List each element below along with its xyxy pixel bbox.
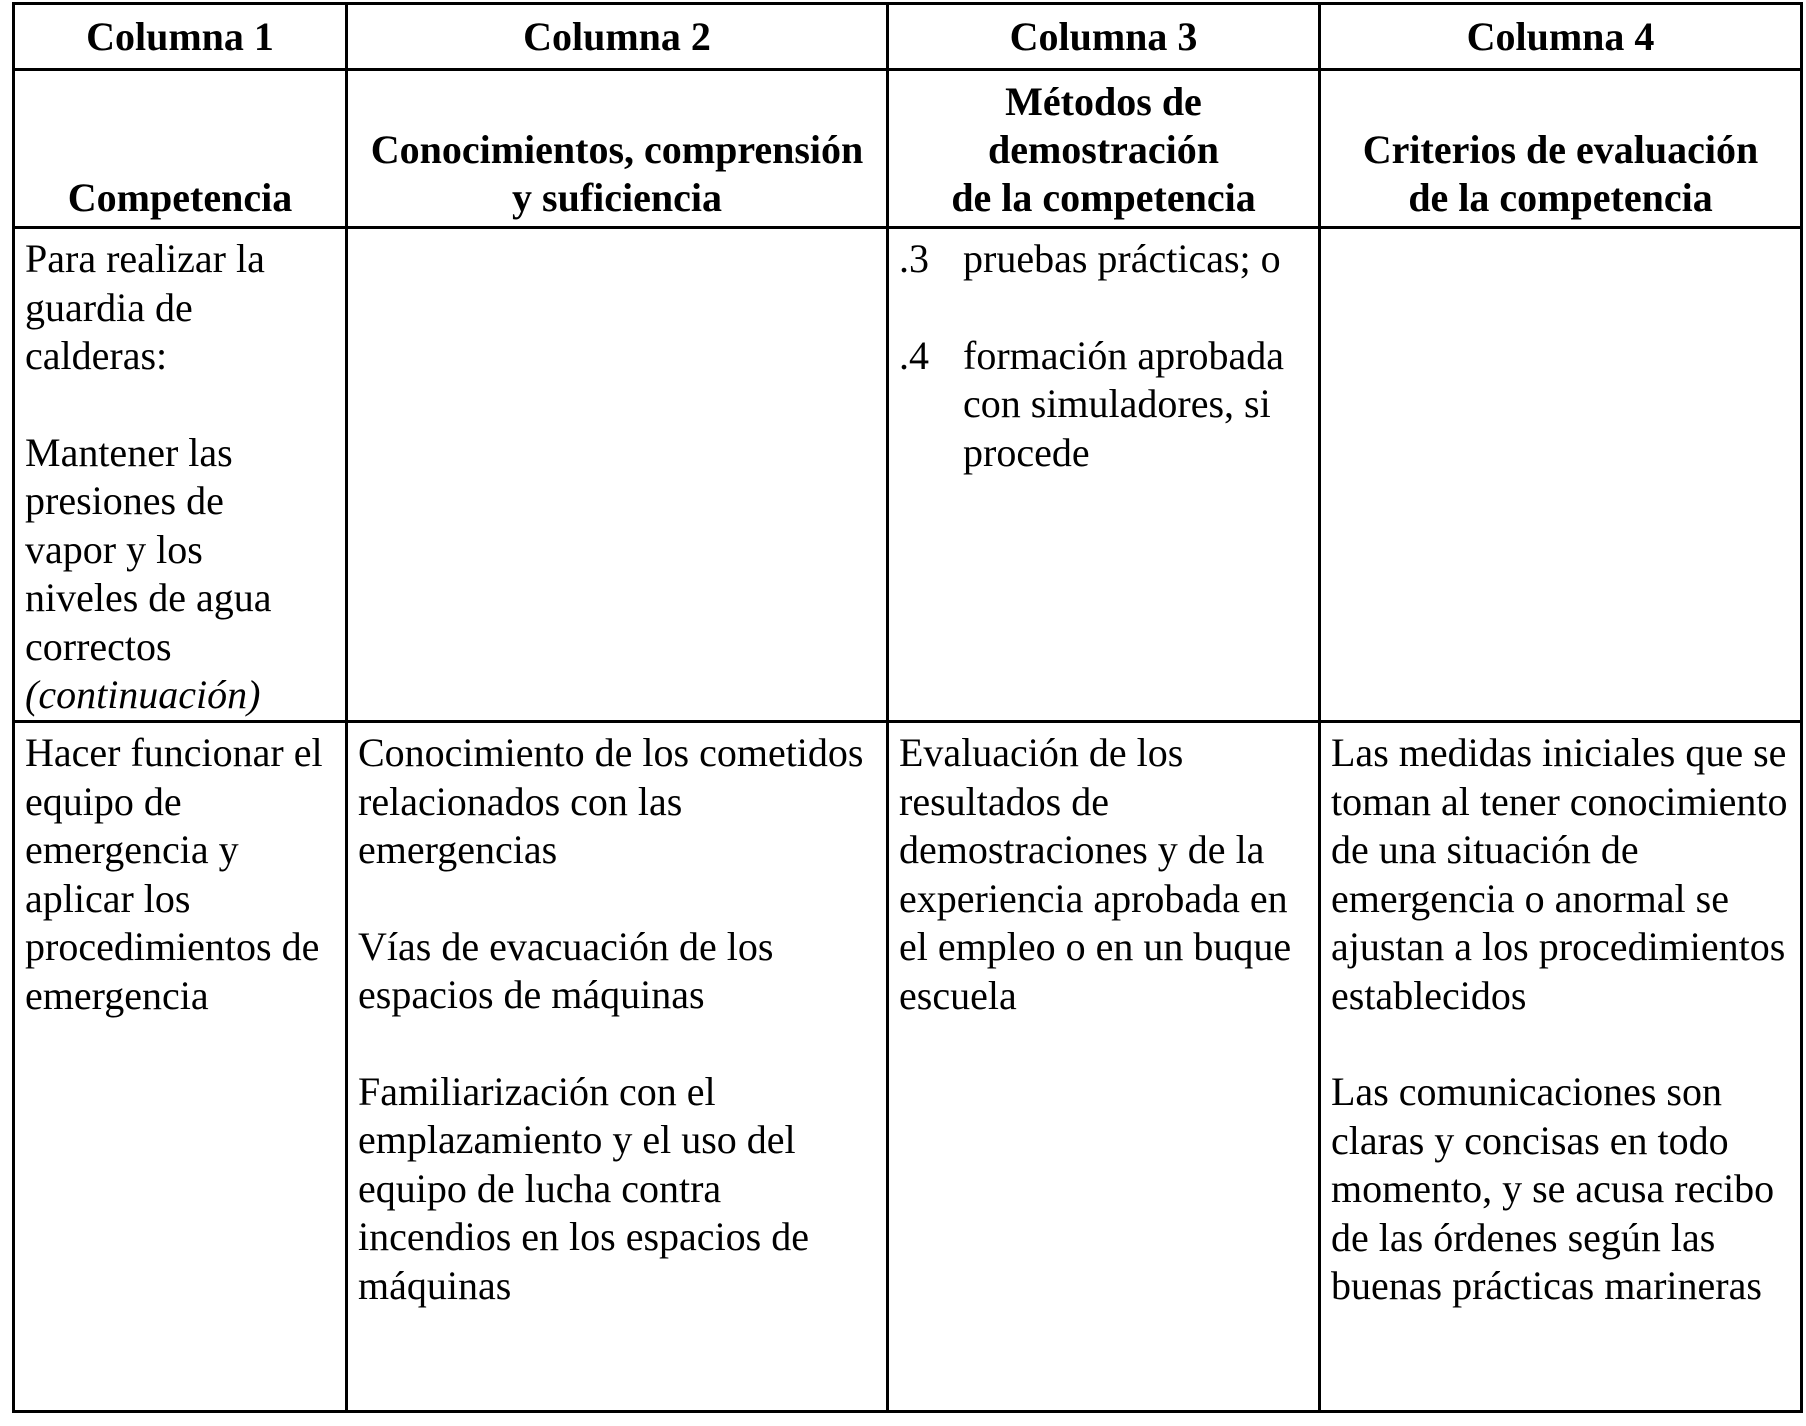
column-number-2: Columna 2 — [347, 4, 888, 70]
table-row — [14, 722, 1802, 1412]
criterio-item: Las comunicaciones son claras y concisas en todo momento, y se acusa recibo de las órdenes según las buenas prácticas marineras — [1331, 1069, 1775, 1308]
cell-conocimientos-1 — [347, 228, 888, 722]
header-row — [14, 70, 1802, 228]
criterio-item: Las medidas iniciales que se toman al tener conocimiento de una situación de emergencia o anormal se ajustan a los procedimientos establecidos — [1331, 730, 1788, 1018]
cell-criterios-2 — [1320, 722, 1802, 1412]
enum-text: formación aprobada con simuladores, si procede — [963, 332, 1284, 475]
cell-metodos-1 — [888, 228, 1320, 722]
enum-item — [899, 235, 1308, 284]
column-number-1: Columna 1 — [14, 4, 347, 70]
competence-table — [12, 2, 1803, 1413]
cell-criterios-1 — [1320, 228, 1802, 722]
header-criterios: Criterios de evaluación de la competencia — [1320, 70, 1802, 228]
cell-conocimientos-2 — [347, 722, 888, 1412]
column-number-row — [14, 4, 1802, 70]
conocimiento-item: Familiarización con el emplazamiento y el uso del equipo de lucha contra incendios en los espacios de máquinas — [358, 1068, 809, 1308]
header-conocimientos: Conocimientos, comprensión y suficiencia — [347, 70, 888, 228]
conocimiento-item: Vías de evacuación de los espacios de máquinas — [358, 923, 774, 1017]
table-row — [14, 228, 1802, 722]
competencia-text: Mantener las presiones de vapor y los niveles de agua correctos — [25, 429, 272, 669]
enum-text: pruebas prácticas; o — [963, 236, 1281, 281]
column-number-4: Columna 4 — [1320, 4, 1802, 70]
continuation-note: (continuación) — [25, 672, 261, 717]
competencia-text: Para realizar la guardia de calderas: — [25, 236, 265, 378]
cell-competencia-1 — [14, 228, 347, 722]
enum-number: .4 — [899, 332, 929, 378]
cell-competencia-2: Hacer funcionar el equipo de emergencia y aplicar los procedimientos de emergencia — [14, 722, 347, 1412]
header-metodos: Métodos de demostración de la competencia — [888, 70, 1320, 228]
enum-item — [899, 332, 1308, 478]
conocimiento-item: Conocimiento de los cometidos relacionados con las emergencias — [358, 730, 864, 872]
cell-metodos-2: Evaluación de los resultados de demostraciones y de la experiencia aprobada en el empleo o en un buque escuela — [888, 722, 1320, 1412]
column-number-3: Columna 3 — [888, 4, 1320, 70]
header-competencia: Competencia — [14, 70, 347, 228]
enum-number: .3 — [899, 236, 929, 281]
